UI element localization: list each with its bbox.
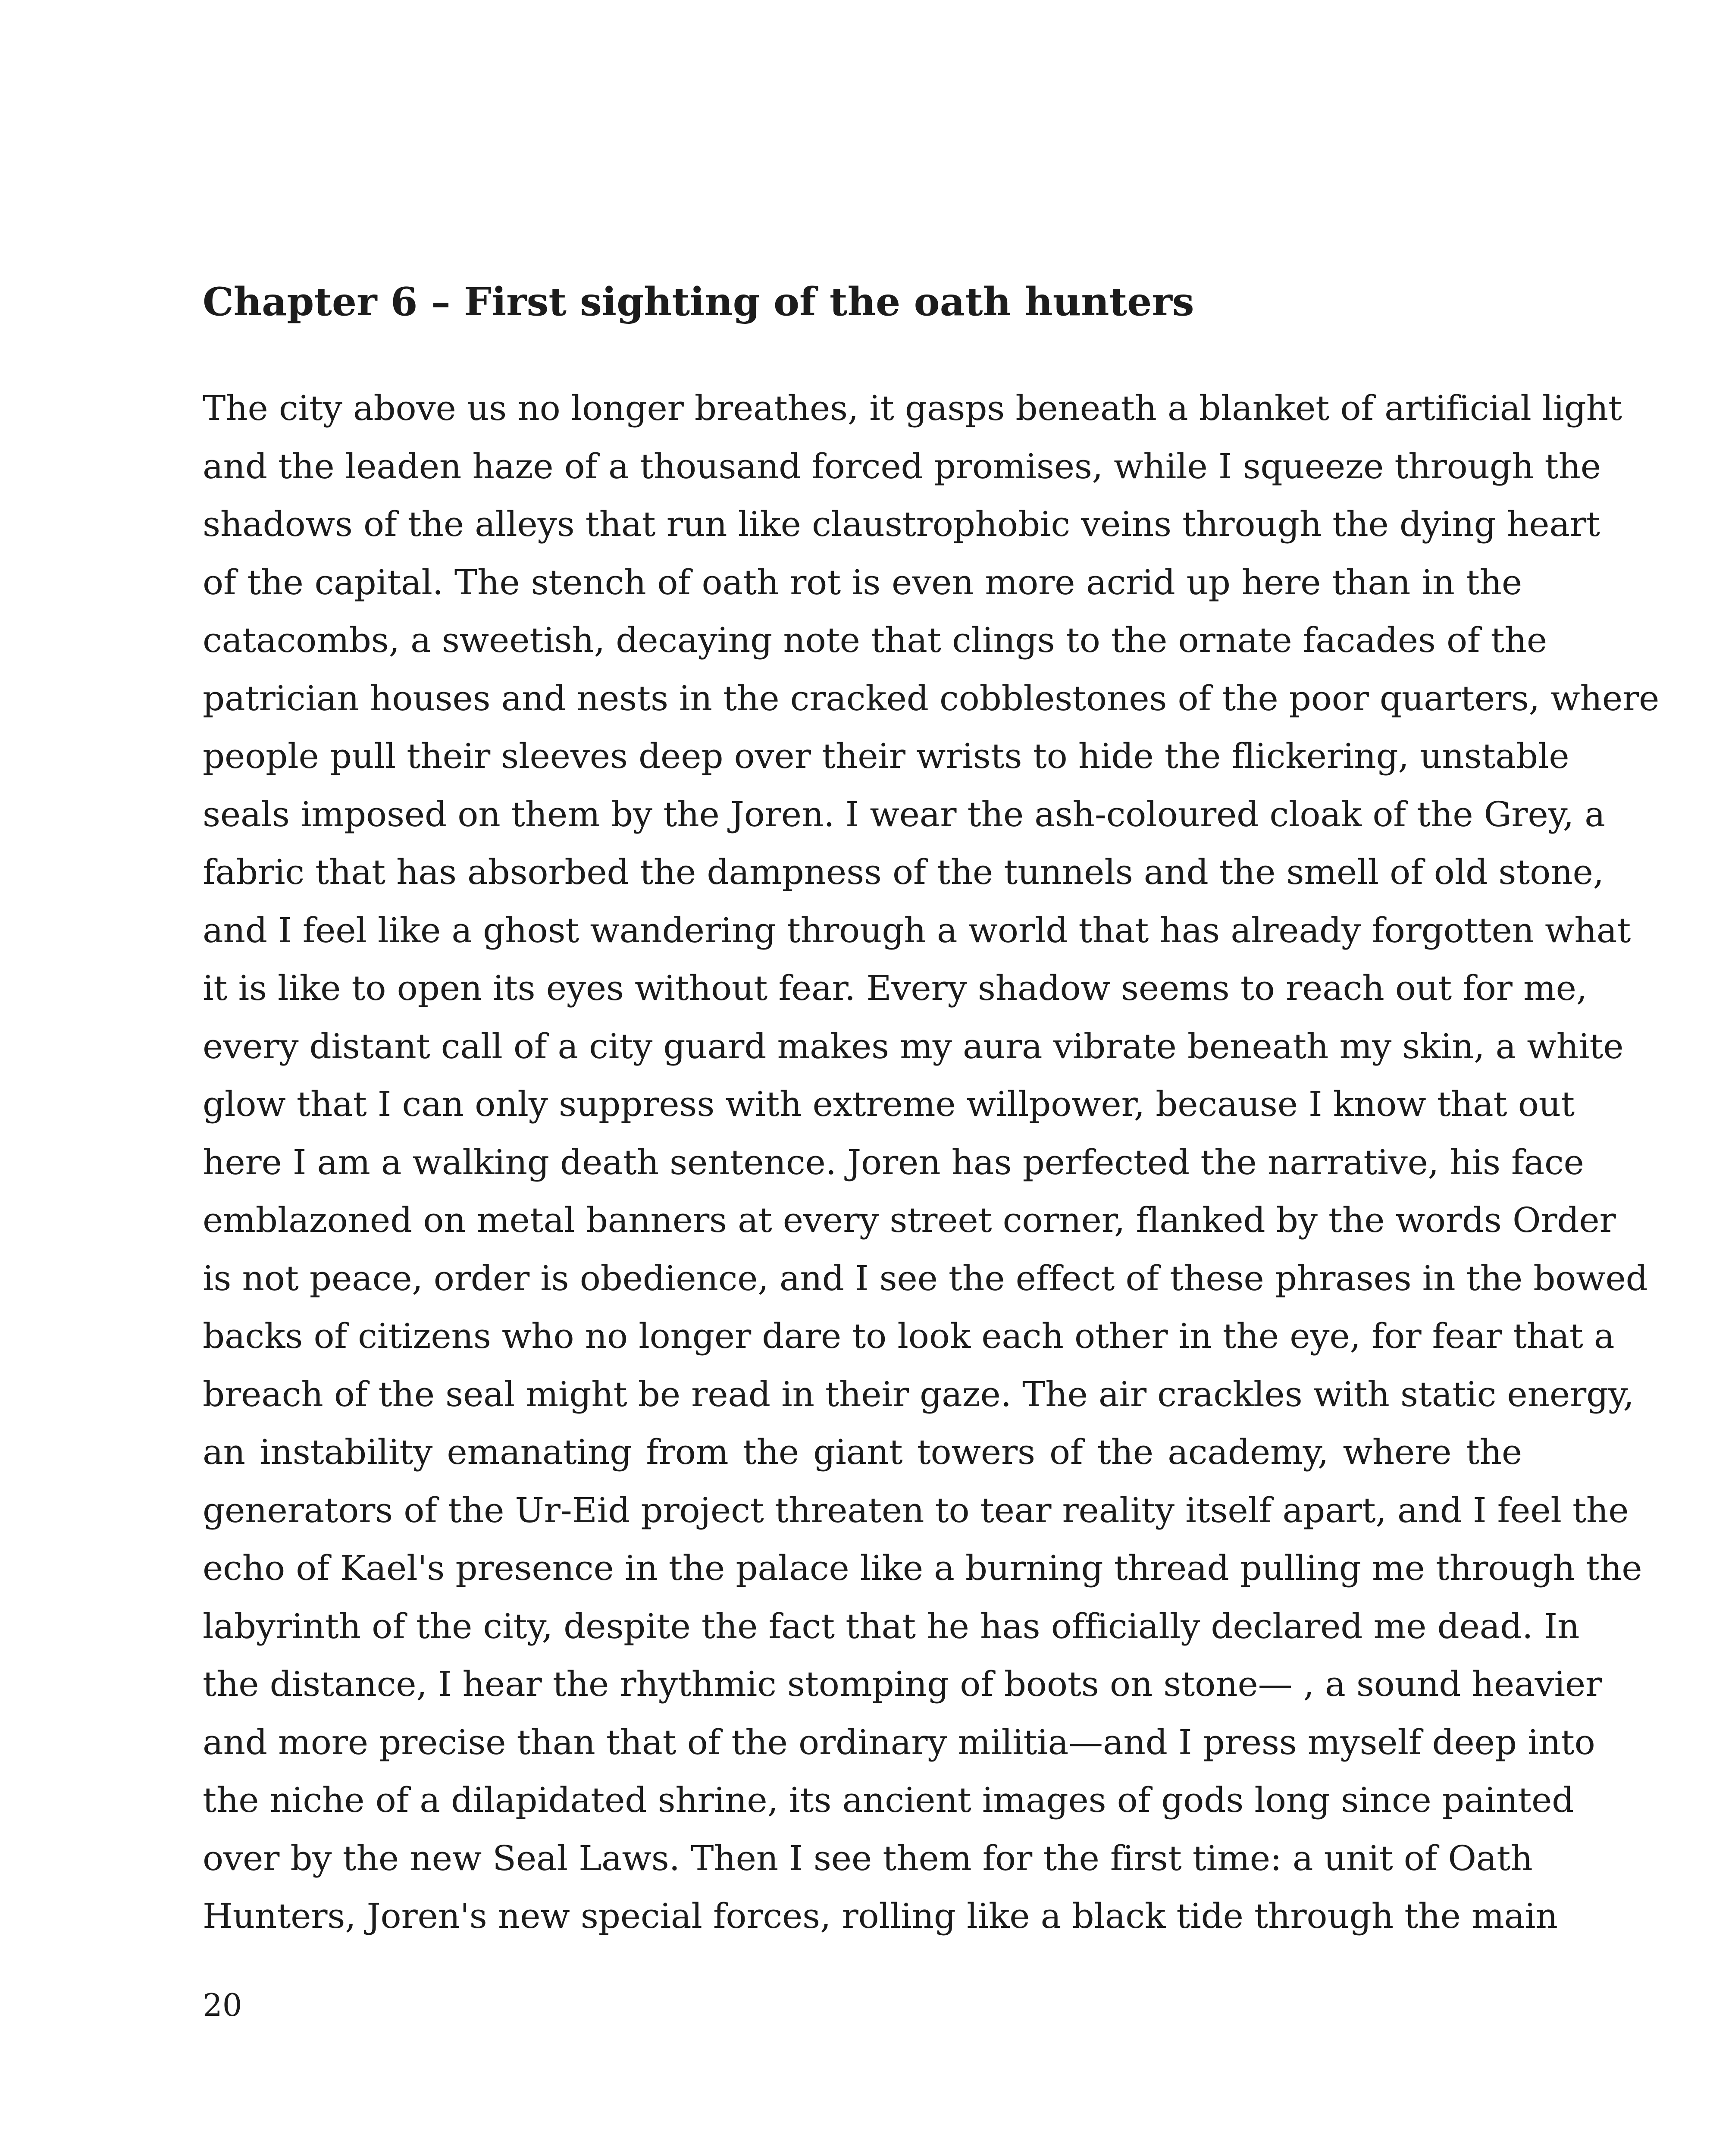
chapter-title: Chapter 6 – First sighting of the oath hunters [203, 279, 1194, 325]
text-line: patrician houses and nests in the cracked cobblestones of the poor quarters, where [203, 678, 1660, 718]
text-line: Hunters, Joren's new special forces, rolling like a black tide through the main [203, 1896, 1558, 1936]
text-line: labyrinth of the city, despite the fact that he has officially declared me dead. In [203, 1606, 1580, 1646]
text-line: here I am a walking death sentence. Joren has perfected the narrative, his face [203, 1142, 1584, 1182]
text-line: emblazoned on metal banners at every street corner, flanked by the words Order [203, 1200, 1616, 1240]
text-line: every distant call of a city guard makes my aura vibrate beneath my skin, a white [203, 1026, 1624, 1066]
text-line: The city above us no longer breathes, it gasps beneath a blanket of artificial light [203, 388, 1622, 428]
text-line: echo of Kael's presence in the palace like a burning thread pulling me through the [203, 1548, 1642, 1588]
text-line: the distance, I hear the rhythmic stomping of boots on stone— , a sound heavier [203, 1664, 1602, 1704]
page-number: 20 [203, 1987, 242, 2023]
text-line: is not peace, order is obedience, and I see the effect of these phrases in the bowed [203, 1258, 1648, 1298]
text-line: shadows of the alleys that run like claustrophobic veins through the dying heart [203, 504, 1600, 544]
text-line: people pull their sleeves deep over their wrists to hide the flickering, unstable [203, 736, 1569, 776]
text-line: over by the new Seal Laws. Then I see them for the first time: a unit of Oath [203, 1838, 1533, 1878]
text-line: and the leaden haze of a thousand forced promises, while I squeeze through the [203, 446, 1601, 486]
text-line: fabric that has absorbed the dampness of the tunnels and the smell of old stone, [203, 852, 1604, 892]
text-line: catacombs, a sweetish, decaying note that clings to the ornate facades of the [203, 620, 1547, 660]
text-line: glow that I can only suppress with extreme willpower, because I know that out [203, 1084, 1575, 1124]
text-line: generators of the Ur-Eid project threaten to tear reality itself apart, and I feel the [203, 1490, 1629, 1530]
text-line: seals imposed on them by the Joren. I wear the ash-coloured cloak of the Grey, a [203, 794, 1605, 834]
text-line: an instability emanating from the giant towers of the academy, where the [203, 1432, 1522, 1472]
text-line: backs of citizens who no longer dare to look each other in the eye, for fear that a [203, 1316, 1615, 1356]
body-paragraph [203, 379, 1660, 1946]
text-line: it is like to open its eyes without fear. Every shadow seems to reach out for me, [203, 968, 1587, 1008]
text-line: and more precise than that of the ordinary militia—and I press myself deep into [203, 1722, 1595, 1762]
text-line: and I feel like a ghost wandering through a world that has already forgotten what [203, 910, 1631, 950]
text-line: breach of the seal might be read in their gaze. The air crackles with static energy, [203, 1374, 1634, 1414]
text-line: of the capital. The stench of oath rot is even more acrid up here than in the [203, 562, 1522, 602]
text-line: the niche of a dilapidated shrine, its ancient images of gods long since painted [203, 1780, 1574, 1820]
